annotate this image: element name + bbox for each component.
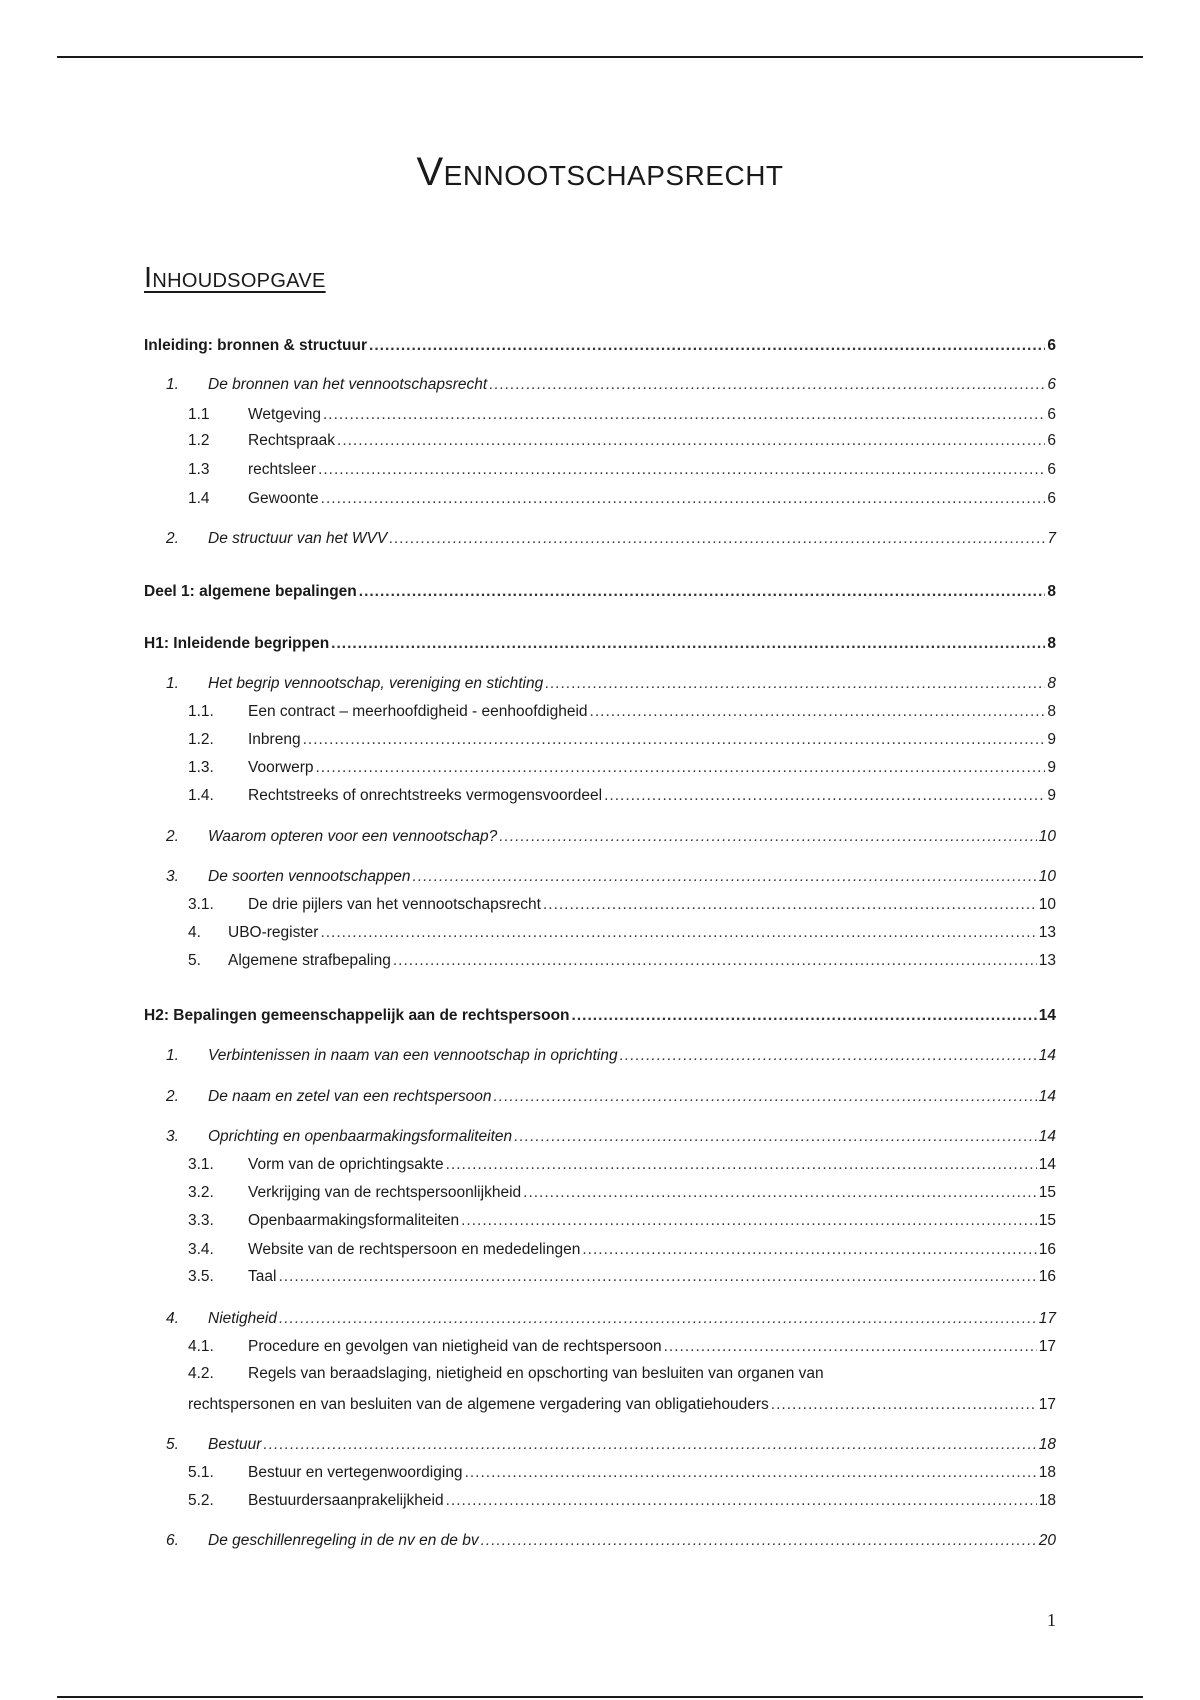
toc-page: 14: [1038, 1088, 1056, 1105]
toc-entry[interactable]: [144, 1045, 1056, 1067]
toc-entry[interactable]: [144, 701, 1056, 723]
toc-entry[interactable]: [144, 729, 1056, 751]
toc-label: Oprichting en openbaarmakingsformaliteiten: [208, 1128, 513, 1145]
toc-label: Verkrijging van de rechtspersoonlijkheid: [248, 1184, 522, 1201]
toc-num: 1.1.: [188, 703, 214, 720]
toc-num: 4.2.: [188, 1365, 214, 1382]
toc-entry[interactable]: [144, 1490, 1056, 1512]
toc-num: 3.4.: [188, 1241, 214, 1258]
toc-entry[interactable]: [144, 673, 1056, 695]
toc-num: 6.: [166, 1532, 179, 1549]
toc-page: 8: [1047, 703, 1056, 720]
toc-page: 6: [1047, 490, 1056, 507]
toc-num: 3.: [166, 1128, 179, 1145]
toc-label: Regels van beraadslaging, nietigheid en opschorting van besluiten van organen van: [248, 1365, 824, 1382]
toc-label: Taal: [248, 1268, 277, 1285]
toc-label: rechtspersonen en van besluiten van de algemene vergadering van obligatiehouders: [188, 1396, 769, 1413]
toc-num: 3.5.: [188, 1268, 214, 1285]
toc-entry[interactable]: [144, 374, 1056, 396]
toc-label: H2: Bepalingen gemeenschappelijk aan de rechtspersoon: [144, 1007, 570, 1024]
toc-page: 10: [1038, 828, 1056, 845]
toc-entry[interactable]: [144, 1086, 1056, 1108]
toc-entry[interactable]: [144, 785, 1056, 807]
toc-label: Algemene strafbepaling: [228, 952, 391, 969]
toc-label: Bestuur en vertegenwoordiging: [248, 1464, 463, 1481]
toc-num: 1.2.: [188, 731, 214, 748]
toc-num: 2.: [166, 828, 179, 845]
toc-entry[interactable]: [144, 1182, 1056, 1204]
toc-num: 3.3.: [188, 1212, 214, 1229]
toc-page: 8: [1047, 635, 1056, 652]
toc-label: Voorwerp: [248, 759, 314, 776]
toc-num: 1.3.: [188, 759, 214, 776]
toc-entry-continuation[interactable]: [188, 1394, 1056, 1416]
toc-entry[interactable]: [144, 404, 1056, 426]
toc-entry[interactable]: [144, 866, 1056, 888]
toc-label: Procedure en gevolgen van nietigheid van de rechtspersoon: [248, 1338, 662, 1355]
toc-num: 4.: [166, 1310, 179, 1327]
toc-num: 5.1.: [188, 1464, 214, 1481]
toc-label: Website van de rechtspersoon en mededelingen: [248, 1241, 581, 1258]
toc-label: Rechtstreeks of onrechtstreeks vermogensvoordeel: [248, 787, 603, 804]
toc-num: 3.1.: [188, 896, 214, 913]
toc-entry[interactable]: [144, 950, 1056, 972]
toc-num: 3.: [166, 868, 179, 885]
toc-page: 6: [1047, 337, 1056, 354]
toc-num: 3.1.: [188, 1156, 214, 1173]
toc-num: 1.4: [188, 490, 210, 507]
toc-num: 4.1.: [188, 1338, 214, 1355]
toc-label: Rechtspraak: [248, 432, 336, 449]
toc-page: 14: [1038, 1156, 1056, 1173]
toc-label: De soorten vennootschappen: [208, 868, 411, 885]
toc-entry[interactable]: [144, 1530, 1056, 1552]
toc-page: 9: [1047, 759, 1056, 776]
toc-entry[interactable]: [144, 1239, 1056, 1261]
toc-page: 16: [1038, 1241, 1056, 1258]
toc-entry[interactable]: [144, 1308, 1056, 1330]
toc-page: 13: [1038, 952, 1056, 969]
toc-label: H1: Inleidende begrippen: [144, 635, 330, 652]
toc-entry-deel-1[interactable]: [144, 581, 1056, 603]
toc-entry[interactable]: [144, 430, 1056, 452]
toc-label: De geschillenregeling in de nv en de bv: [208, 1532, 479, 1549]
toc-entry[interactable]: [144, 894, 1056, 916]
toc-num: 4.: [188, 924, 201, 941]
toc-entry[interactable]: [144, 1126, 1056, 1148]
toc-num: 1.3: [188, 461, 210, 478]
toc-entry[interactable]: [144, 1462, 1056, 1484]
toc-label: De structuur van het WVV: [208, 530, 388, 547]
toc-page: 9: [1047, 787, 1056, 804]
toc-num: 3.2.: [188, 1184, 214, 1201]
toc-page: 18: [1038, 1492, 1056, 1509]
toc-label: Bestuurdersaanprakelijkheid: [248, 1492, 444, 1509]
toc-label: Wetgeving: [248, 406, 321, 423]
toc-entry-h2[interactable]: [144, 1005, 1056, 1027]
toc-page: 8: [1047, 583, 1056, 600]
toc-page: 14: [1038, 1007, 1056, 1024]
document-title: Vennootschapsrecht: [416, 150, 784, 194]
toc-num: 1.: [166, 675, 179, 692]
toc-page: 9: [1047, 731, 1056, 748]
toc-num: 1.: [166, 1047, 179, 1064]
toc-entry[interactable]: [144, 1210, 1056, 1232]
toc-num: 1.4.: [188, 787, 214, 804]
toc-label: Inleiding: bronnen & structuur: [144, 337, 368, 354]
toc-num: 2.: [166, 530, 179, 547]
toc-label: Openbaarmakingsformaliteiten: [248, 1212, 460, 1229]
toc-label: Een contract – meerhoofdigheid - eenhoofdigheid: [248, 703, 588, 720]
toc-page: 17: [1038, 1310, 1056, 1327]
toc-entry-h1[interactable]: [144, 633, 1056, 655]
toc-entry[interactable]: [144, 528, 1056, 550]
toc-entry-wrapped[interactable]: [144, 1363, 1056, 1385]
toc-num: 5.: [188, 952, 201, 969]
toc-page: 6: [1047, 432, 1056, 449]
toc-page: 6: [1047, 376, 1056, 393]
toc-page: 8: [1047, 675, 1056, 692]
toc-label: Nietigheid: [208, 1310, 277, 1327]
toc-entry[interactable]: [144, 826, 1056, 848]
toc-page: 10: [1038, 868, 1056, 885]
toc-page: 17: [1038, 1396, 1056, 1413]
toc-page: 6: [1047, 406, 1056, 423]
toc-num: 5.2.: [188, 1492, 214, 1509]
toc-page: 16: [1038, 1268, 1056, 1285]
toc-label: Het begrip vennootschap, vereniging en stichting: [208, 675, 544, 692]
toc-page: 18: [1038, 1464, 1056, 1481]
toc-label: Vorm van de oprichtingsakte: [248, 1156, 444, 1173]
toc-page: 6: [1047, 461, 1056, 478]
toc-entry[interactable]: [144, 757, 1056, 779]
toc-label: Bestuur: [208, 1436, 262, 1453]
toc-page: 18: [1038, 1436, 1056, 1453]
toc-num: 1.2: [188, 432, 210, 449]
toc-entry[interactable]: [144, 1434, 1056, 1456]
toc-page: 15: [1038, 1212, 1056, 1229]
toc-page: 10: [1038, 896, 1056, 913]
toc-entry[interactable]: [144, 922, 1056, 944]
toc-label: Waarom opteren voor een vennootschap?: [208, 828, 498, 845]
toc-label: Gewoonte: [248, 490, 319, 507]
toc-entry-inleiding[interactable]: [144, 335, 1056, 357]
toc-label: rechtsleer: [248, 461, 317, 478]
toc-label: Verbintenissen in naam van een vennootschap in oprichting: [208, 1047, 618, 1064]
toc-page: 14: [1038, 1128, 1056, 1145]
top-rule: [57, 56, 1143, 58]
toc-entry[interactable]: [144, 1266, 1056, 1288]
toc-label: Deel 1: algemene bepalingen: [144, 583, 357, 600]
toc-page: 17: [1038, 1338, 1056, 1355]
toc-num: 1.: [166, 376, 179, 393]
page-number: 1: [1047, 1610, 1056, 1630]
toc-page: 15: [1038, 1184, 1056, 1201]
toc-page: 7: [1047, 530, 1056, 547]
toc-label: UBO-register: [228, 924, 319, 941]
toc-entry[interactable]: [144, 1336, 1056, 1358]
bottom-rule: [57, 1696, 1143, 1698]
toc-entry[interactable]: [144, 459, 1056, 481]
toc-heading: Inhoudsopgave: [144, 262, 326, 294]
toc-label: De drie pijlers van het vennootschapsrecht: [248, 896, 541, 913]
toc-label: De bronnen van het vennootschapsrecht: [208, 376, 488, 393]
toc-entry[interactable]: [144, 1154, 1056, 1176]
toc-label: Inbreng: [248, 731, 301, 748]
toc-page: 14: [1038, 1047, 1056, 1064]
toc-num: 5.: [166, 1436, 179, 1453]
toc-entry[interactable]: [144, 488, 1056, 510]
toc-page: 13: [1038, 924, 1056, 941]
toc-page: 20: [1038, 1532, 1056, 1549]
toc-num: 1.1: [188, 406, 210, 423]
toc-num: 2.: [166, 1088, 179, 1105]
toc-label: De naam en zetel van een rechtspersoon: [208, 1088, 492, 1105]
